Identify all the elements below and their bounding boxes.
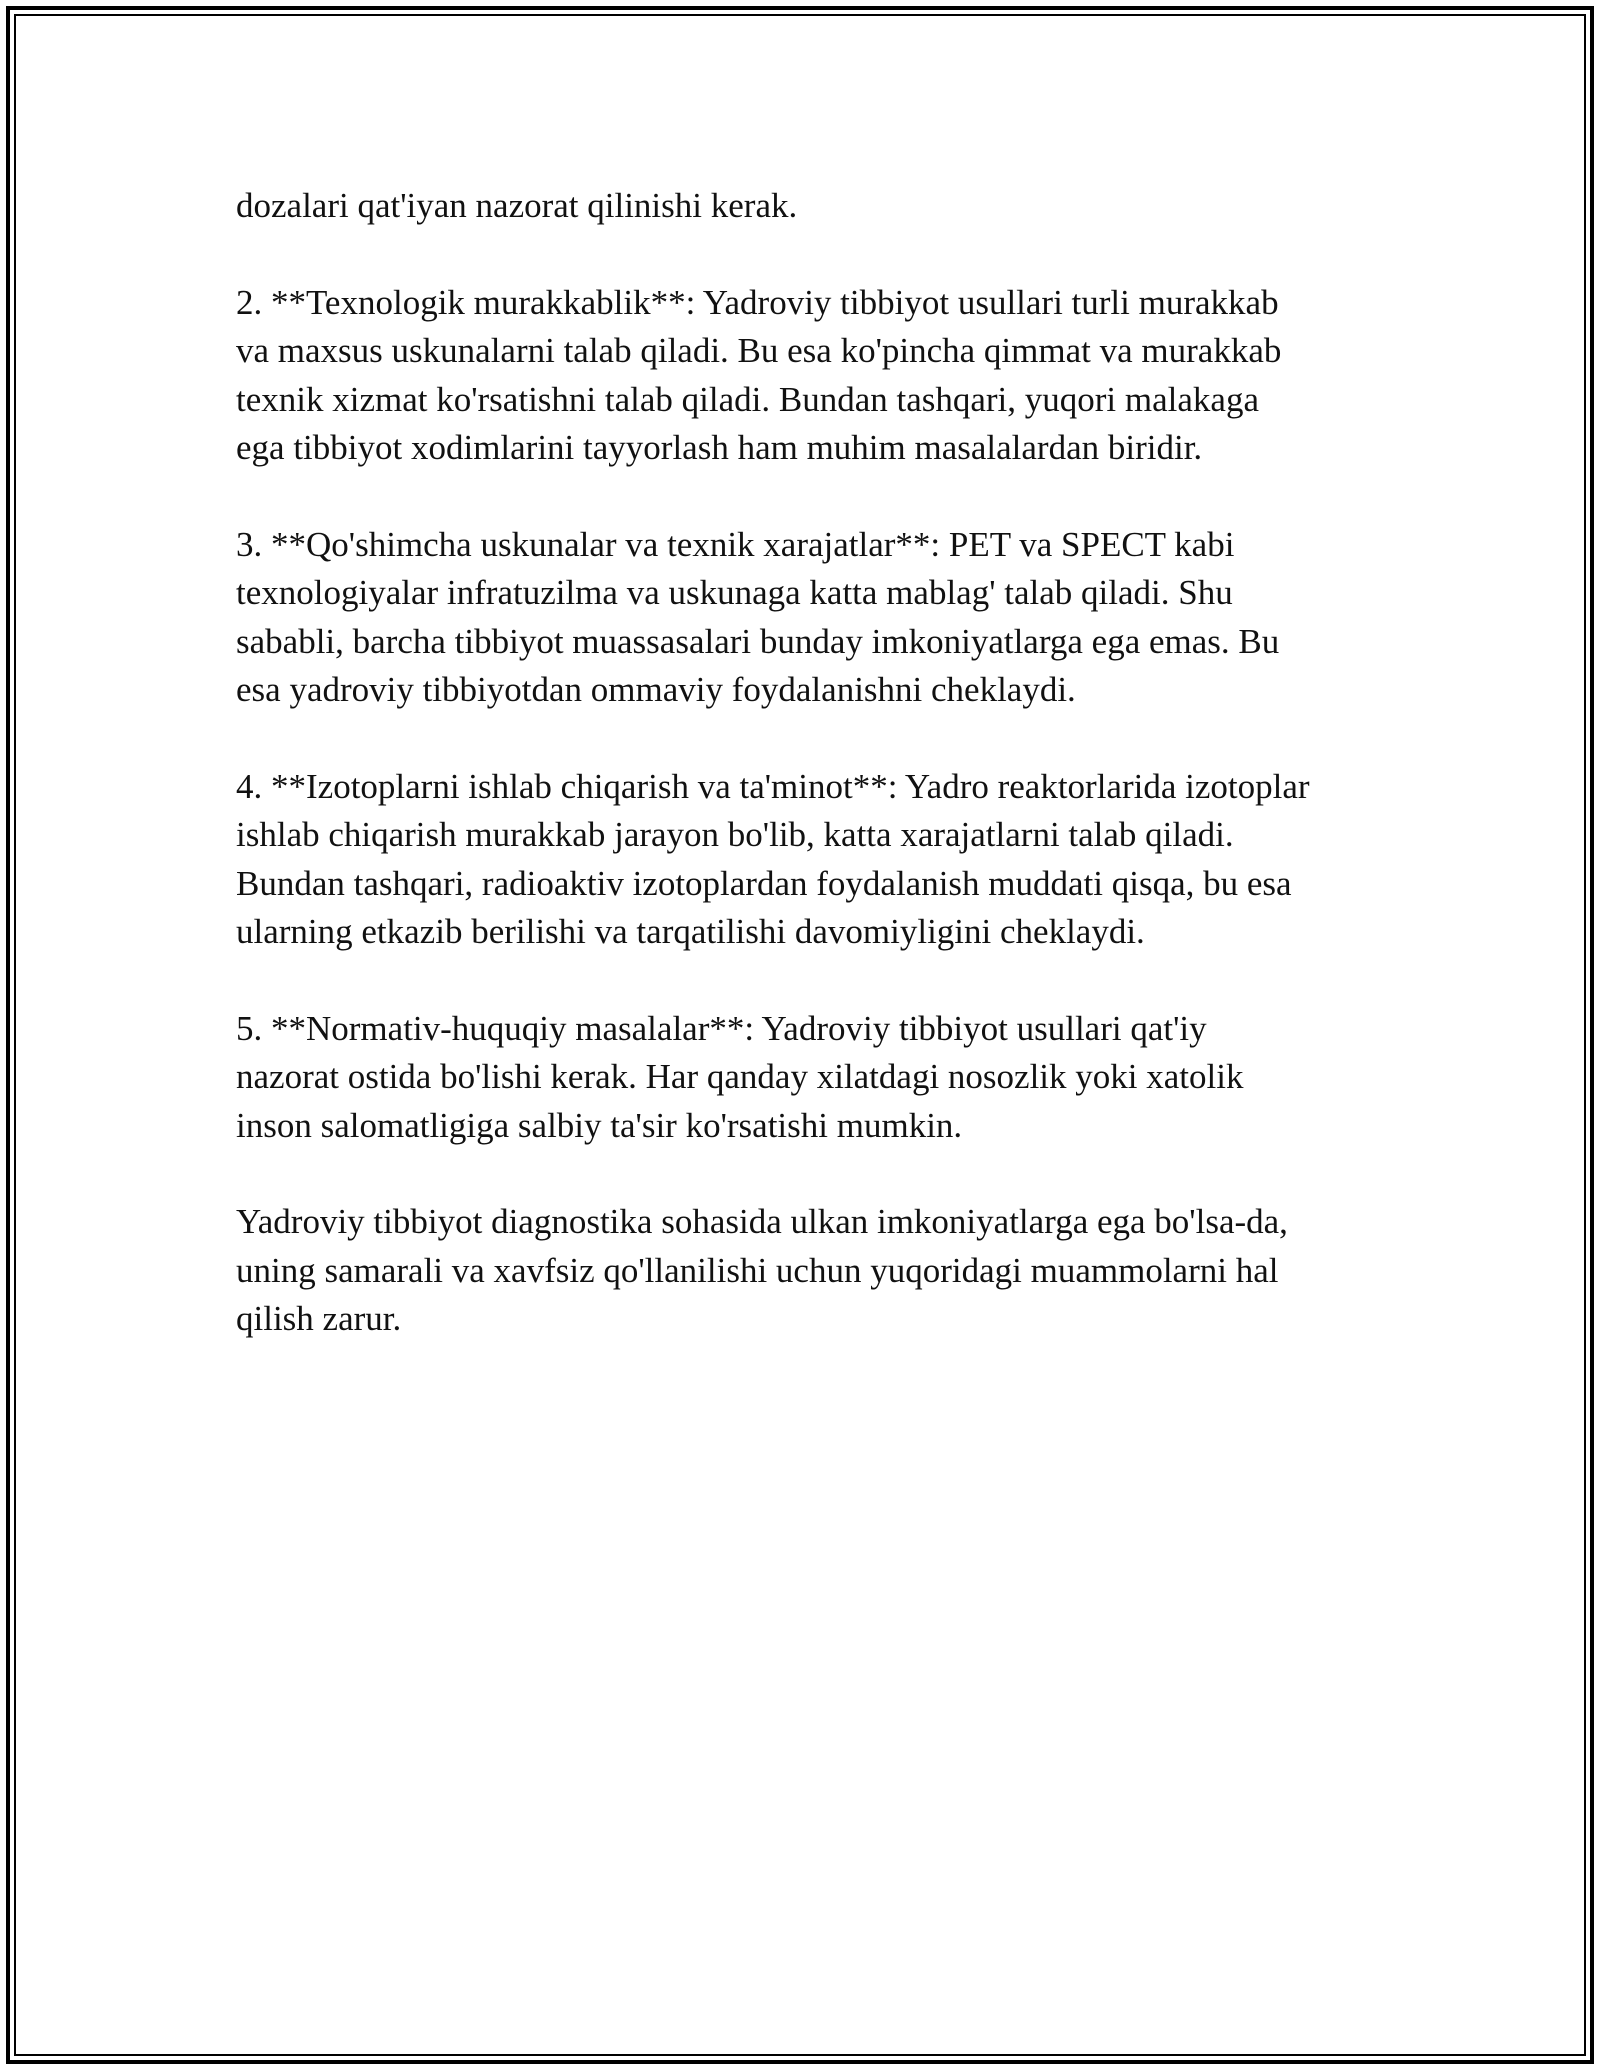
text-line: 2. **Texnologik murakkablik**: Yadroviy tibbiyot usullari turli murakkab bbox=[236, 282, 1279, 322]
text-line: ularning etkazib berilishi va tarqatilishi davomiyligini cheklaydi. bbox=[236, 912, 1145, 952]
text-line: Yadroviy tibbiyot diagnostika sohasida ulkan imkoniyatlarga ega bo'lsa-da, bbox=[236, 1202, 1288, 1242]
paragraph-regulatory-issues bbox=[236, 1005, 1396, 1150]
paragraph-equipment-costs bbox=[236, 521, 1396, 715]
text-line: esa yadroviy tibbiyotdan ommaviy foydalanishni cheklaydi. bbox=[236, 670, 1076, 710]
paragraph-continuation bbox=[236, 182, 1396, 230]
paragraph-conclusion bbox=[236, 1198, 1396, 1343]
text-line: ishlab chiqarish murakkab jarayon bo'lib, katta xarajatlarni talab qiladi. bbox=[236, 815, 1234, 855]
text-line: nazorat ostida bo'lishi kerak. Har qanday xilatdagi nosozlik yoki xatolik bbox=[236, 1057, 1244, 1097]
text-line: texnik xizmat ko'rsatishni talab qiladi. Bundan tashqari, yuqori malakaga bbox=[236, 379, 1259, 419]
text-line: ega tibbiyot xodimlarini tayyorlash ham muhim masalalardan biridir. bbox=[236, 428, 1203, 468]
text-line: inson salomatligiga salbiy ta'sir ko'rsatishi mumkin. bbox=[236, 1105, 963, 1145]
text-line: va maxsus uskunalarni talab qiladi. Bu esa ko'pincha qimmat va murakkab bbox=[236, 331, 1282, 371]
text-line: texnologiyalar infratuzilma va uskunaga katta mablag' talab qiladi. Shu bbox=[236, 573, 1233, 613]
text-line: uning samarali va xavfsiz qo'llanilishi uchun yuqoridagi muammolarni hal bbox=[236, 1250, 1279, 1290]
text-line: 3. **Qo'shimcha uskunalar va texnik xarajatlar**: PET va SPECT kabi bbox=[236, 524, 1235, 564]
text-line: dozalari qat'iyan nazorat qilinishi kerak. bbox=[236, 186, 798, 225]
paragraph-technological-complexity bbox=[236, 279, 1396, 473]
text-line: 4. **Izotoplarni ishlab chiqarish va ta'minot**: Yadro reaktorlarida izotoplar bbox=[236, 766, 1310, 806]
text-line: qilish zarur. bbox=[236, 1299, 402, 1339]
text-line: sababli, barcha tibbiyot muassasalari bunday imkoniyatlarga ega emas. Bu bbox=[236, 621, 1280, 661]
text-line: Bundan tashqari, radioaktiv izotoplardan foydalanish muddati qisqa, bu esa bbox=[236, 863, 1292, 903]
text-line: 5. **Normativ-huquqiy masalalar**: Yadroviy tibbiyot usullari qat'iy bbox=[236, 1008, 1207, 1048]
paragraph-isotope-production bbox=[236, 763, 1396, 957]
document-body bbox=[236, 182, 1396, 1392]
